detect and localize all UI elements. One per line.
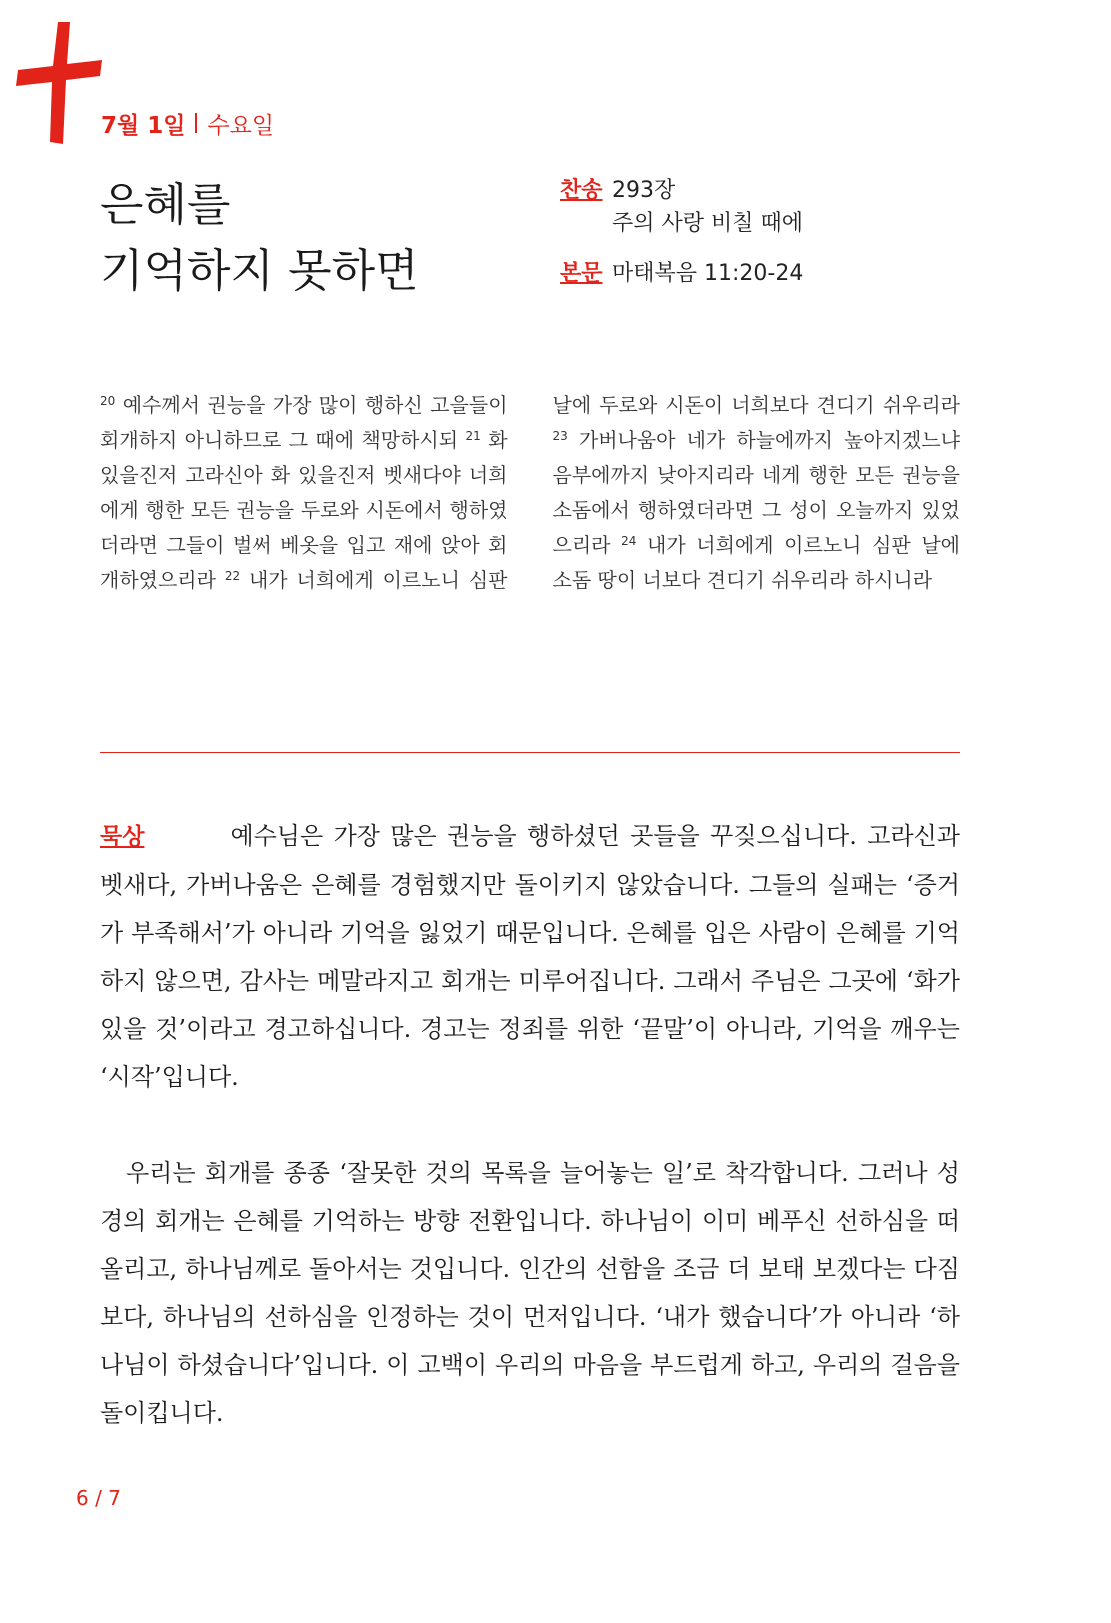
meditation-text-1: 예수님은 가장 많은 권능을 행하셨던 곳들을 꾸짖으십니다. 고라신과 벳새다, 가버나움은 은혜를 경험했지만 돌이키지 않았습니다. 그들의 실패는 ‘증거가 부족해서’가 아니라 기억을 잃었기 때문입니다. 은혜를 입은 사람이 은혜를 기억하지 않으면, 감사는 메말라지고 회개는 미루어집니다. 그래서 주님은 그곳에 ‘화가 있을 것’이라고 경고하십니다. 경고는 정죄를 위한 ‘끝말’이 아니라, 기억을 깨우는 ‘시작’입니다. [100, 822, 960, 1091]
verse-number: 24 [621, 534, 637, 548]
title-line-2: 기억하지 못하면 [100, 244, 419, 297]
passage-reference: 마태복음 11:20-24 [612, 261, 804, 286]
date-separator [195, 113, 197, 133]
cross-icon [14, 20, 104, 146]
reading-info [560, 174, 803, 290]
verse-text: 화 있을진저 고라신아 화 있을진저 벳새다야 너희에게 행한 모든 권능을 두로와 시돈에서 행하였더라면 그들이 벌써 베옷을 입고 재에 앉아 회개하였으리라 [100, 428, 508, 592]
verse-number: 23 [552, 429, 568, 443]
hymn-label: 찬송 [560, 178, 603, 203]
verse-number: 21 [465, 429, 481, 443]
meditation-paragraph [100, 812, 960, 1101]
section-divider [100, 752, 960, 753]
verse-text: 예수께서 권능을 가장 많이 행하신 고을들이 회개하지 아니하므로 그 때에 책망하시되 [100, 393, 508, 452]
meditation-label: 묵상 [100, 824, 145, 850]
meditation-paragraph: 우리는 회개를 종종 ‘잘못한 것의 목록을 늘어놓는 일’로 착각합니다. 그러나 성경의 회개는 은혜를 기억하는 방향 전환입니다. 하나님이 이미 베푸신 선하심을 떠올리고, 하나님께로 돌아서는 것입니다. 인간의 선함을 조금 더 보태 보겠다는 다짐보다, 하나님의 선하심을 인정하는 것이 먼저입니다. ‘내가 했습니다’가 아니라 ‘하나님이 하셨습니다’입니다. 이 고백이 우리의 마음을 부드럽게 하고, 우리의 걸음을 돌이킵니다. [100, 1159, 960, 1427]
passage-row [560, 257, 803, 290]
hymn-row [560, 174, 803, 240]
verse-text: 내가 너희에게 이르노니 심판 날에 소돔 땅이 너보다 견디기 쉬우리라 하시니라 [552, 533, 960, 592]
verse-text: 가버나움아 네가 하늘에까지 높아지겠느냐 음부에까지 낮아지리라 네게 행한 모든 권능을 소돔에서 행하였더라면 그 성이 오늘까지 있었으리라 [552, 428, 960, 557]
verse-number: 22 [224, 569, 241, 583]
hymn-number: 293장 [612, 178, 676, 203]
date-header [101, 106, 274, 140]
weekday: 수요일 [207, 112, 275, 139]
page-number: 6 / 7 [76, 1486, 121, 1510]
hymn-info [612, 174, 803, 240]
page-title [100, 172, 419, 304]
hymn-name: 주의 사랑 비칠 때에 [612, 211, 803, 236]
title-line-1: 은혜를 [100, 178, 231, 231]
verse-number: 20 [100, 394, 116, 408]
scripture-text [100, 388, 960, 638]
meditation-section [100, 812, 960, 1437]
verse-text: 내가 너희에게 이르노니 심판 날에 두로와 시돈이 너희보다 견디기 쉬우리라 [248, 393, 960, 592]
date: 7월 1일 [101, 112, 186, 139]
passage-label: 본문 [560, 261, 603, 286]
